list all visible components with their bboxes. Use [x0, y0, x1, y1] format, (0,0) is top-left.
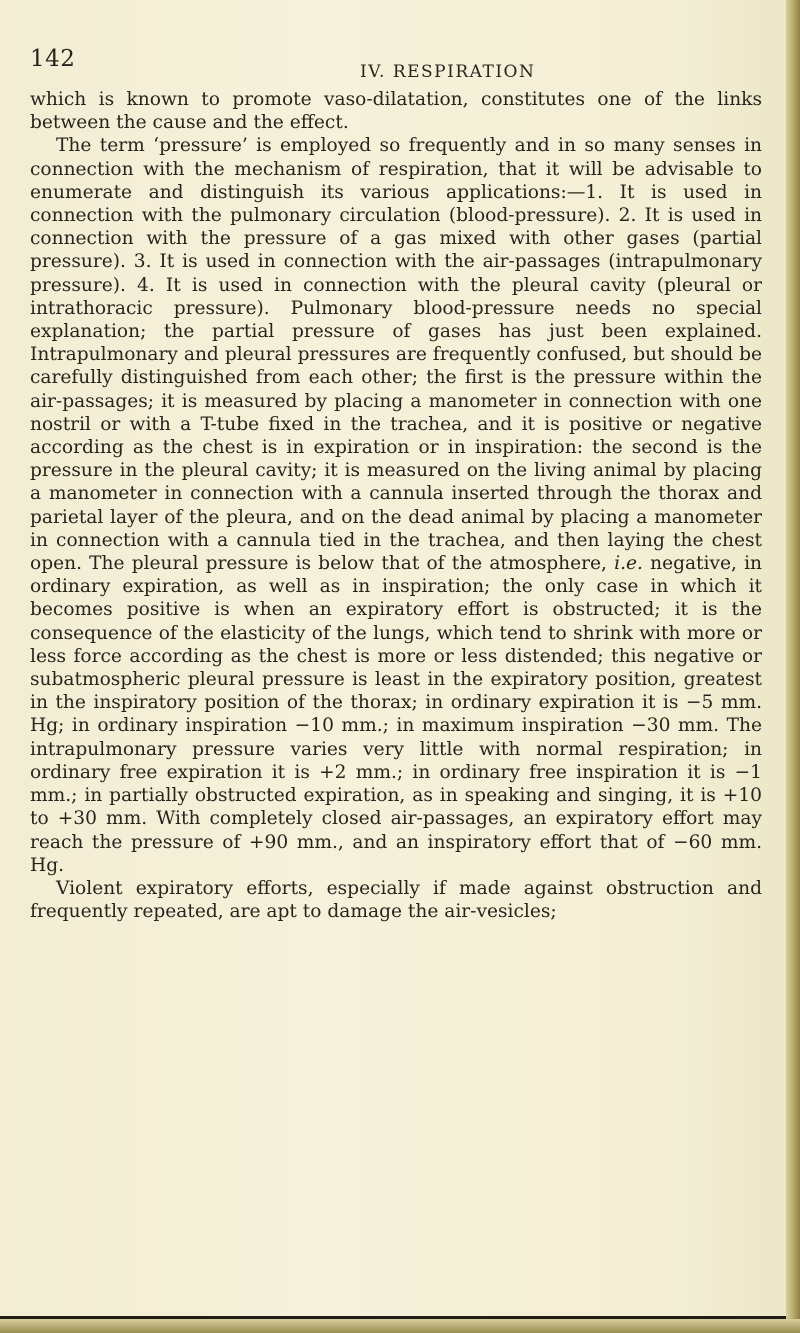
- ie-abbreviation: i.e.: [614, 553, 643, 575]
- paragraph-2-continuation: negative, in ordinary expiration, as well as in inspiration; the only case in which it becomes positive is when an expiratory effort is obstructed; it is the consequence of the elasticity of the lungs, which tend to shrink with more or less force according as the chest is more or less distended; this negative or subatmospheric pleural pressure is least in the expiratory position, greatest in the inspiratory position of the thorax; in ordinary expiration it is −5 mm. Hg; in ordinary inspiration −10 mm.; in maximum inspiration −30 mm. The intrapulmonary pressure varies very little with normal respiration; in ordinary free expiration it is +2 mm.; in ordinary free inspiration it is −1 mm.; in partially obstructed expiration, as in speaking and singing, it is +10 to +30 mm. With completely closed air-passages, an expiratory effort may reach the pressure of +90 mm., and an inspiratory effort that of −60 mm. Hg.: [30, 553, 762, 876]
- page-right-edge: [786, 0, 800, 1333]
- page-header: [0, 46, 790, 80]
- paragraph-1: which is known to promote vaso-dilatation, constitutes one of the links between the cause and the effect.: [30, 89, 762, 134]
- running-head: IV. RESPIRATION: [360, 62, 536, 82]
- body-text: [30, 88, 762, 923]
- page-number: 142: [30, 46, 76, 72]
- paragraph-2-text: The term ‘pressure’ is employed so frequently and in so many senses in connection with the mechanism of respiration, that it will be advisable to enumerate and distinguish its various applications:—1. It is used in connection with the pulmonary circulation (blood-pressure). 2. It is used in connection with the pressure of a gas mixed with other gases (partial pressure). 3. It is used in connection with the air-passages (intrapulmonary pressure). 4. It is used in connection with the pleural cavity (pleural or intrathoracic pressure). Pulmonary blood-pressure needs no special explanation; the partial pressure of gases has just been explained. Intrapulmonary and pleural pressures are frequently confused, but should be carefully distinguished from each other; the first is the pressure within the air-passages; it is measured by placing a manometer in connection with one nostril or with a T-tube fixed in the trachea, and it is positive or negative according as the chest is in expiration or in inspiration: the second is the pressure in the pleural cavity; it is measured on the living animal by placing a manometer in connection with a cannula inserted through the thorax and parietal layer of the pleura, and on the dead animal by placing a manometer in connection with a cannula tied in the trachea, and then laying the chest open. The pleural pressure is below that of the atmosphere,: [30, 135, 762, 575]
- paragraph-2: [30, 134, 762, 877]
- paragraph-3: Violent expiratory efforts, especially if made against obstruction and frequently repeated, are apt to damage the air-vesicles;: [30, 877, 762, 923]
- page-bottom-edge: [0, 1319, 800, 1333]
